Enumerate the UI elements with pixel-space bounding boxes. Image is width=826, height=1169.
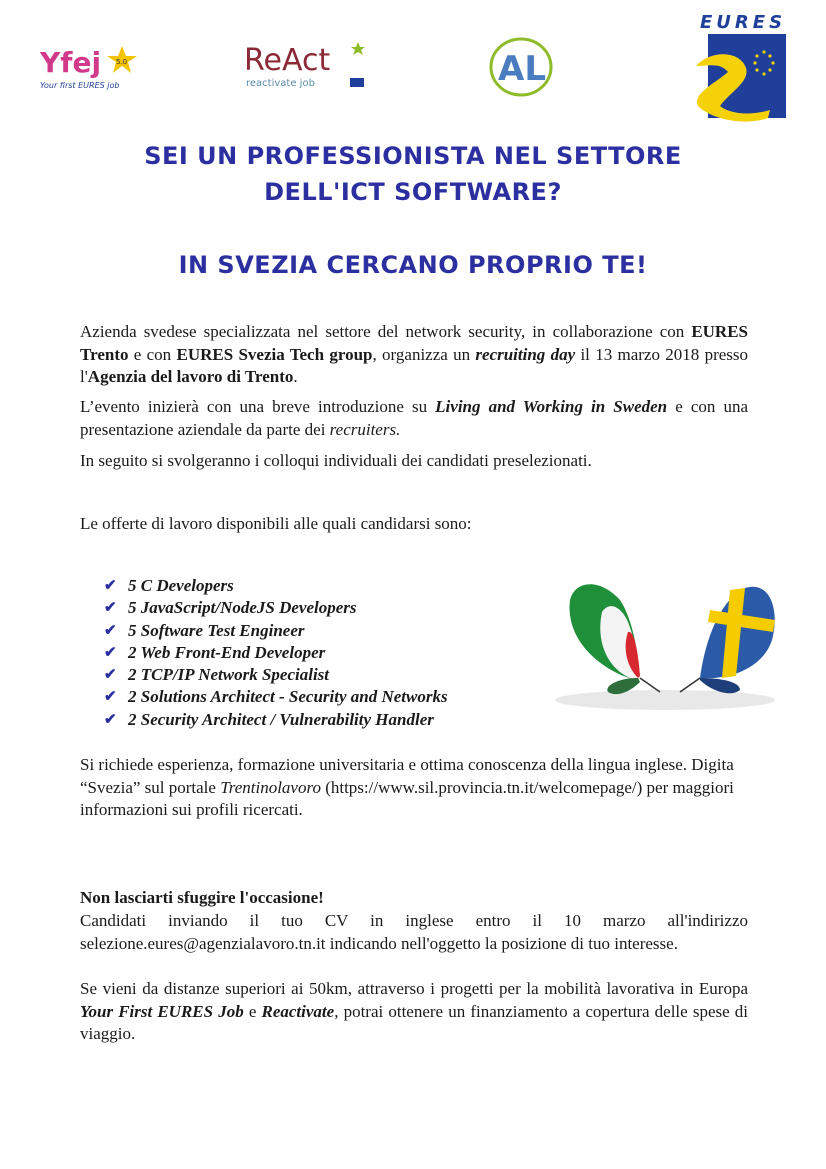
requirements-paragraph: Si richiede esperienza, formazione universitaria e ottima conoscenza della lingua inglese. Digita “Svezia” sul portale Trentinolavoro (https://www.sil.provincia.tn.it/welcomepage/) per maggiori informazioni sui profili ricercati. bbox=[80, 755, 734, 819]
check-icon: ✔ bbox=[104, 600, 117, 617]
check-icon: ✔ bbox=[104, 689, 117, 706]
job-list bbox=[104, 575, 448, 731]
apply-paragraph: Candidati inviando il tuo CV in inglese entro il 10 marzo all'indirizzo selezione.eures@agenzialavoro.tn.it indicando nell'oggetto la posizione di tuo interesse. bbox=[80, 911, 748, 953]
list-item: ✔ 2 Security Architect / Vulnerability Handler bbox=[104, 709, 448, 731]
butterfly-sweden bbox=[680, 587, 775, 694]
heading-line-2: DELL'ICT SOFTWARE? bbox=[264, 178, 562, 206]
list-item: ✔ 2 Web Front-End Developer bbox=[104, 642, 448, 664]
list-item: ✔ 5 Software Test Engineer bbox=[104, 620, 448, 642]
butterfly-italy bbox=[570, 584, 660, 694]
eures-logo bbox=[690, 10, 794, 122]
funding-paragraph: Se vieni da distanze superiori ai 50km, attraverso i progetti per la mobilità lavorativa in Europa Your First EURES Job e Reactivate, potrai ottenere un finanziamento a copertura delle spese di viaggio. bbox=[80, 979, 748, 1043]
check-icon: ✔ bbox=[104, 711, 117, 728]
closing-title: Non lasciarti sfuggire l'occasione! bbox=[80, 888, 324, 907]
list-item: ✔ 5 JavaScript/NodeJS Developers bbox=[104, 597, 448, 619]
list-item: ✔ 2 Solutions Architect - Security and Networks bbox=[104, 686, 448, 708]
butterflies-image bbox=[540, 560, 790, 720]
react-logo bbox=[242, 38, 368, 94]
svg-text:reactivate job: reactivate job bbox=[246, 78, 315, 89]
svg-text:5.0: 5.0 bbox=[116, 58, 128, 66]
yfej-logo bbox=[36, 36, 146, 96]
check-icon: ✔ bbox=[104, 644, 117, 661]
intro-paragraph: Azienda svedese specializzata nel settore del network security, in collaborazione con EURES Trento e con EURES Svezia Tech group, organizza un recruiting day il 13 marzo 2018 presso l'Agenzia del lavoro di Trento. bbox=[80, 322, 749, 386]
list-item: ✔ 5 C Developers bbox=[104, 575, 448, 597]
al-logo bbox=[484, 34, 558, 100]
offers-intro: Le offerte di lavoro disponibili alle quali candidarsi sono: bbox=[80, 514, 472, 533]
heading-line-3: IN SVEZIA CERCANO PROPRIO TE! bbox=[178, 251, 648, 279]
interviews-paragraph: In seguito si svolgeranno i colloqui individuali dei candidati preselezionati. bbox=[80, 451, 592, 470]
svg-text:Yfej: Yfej bbox=[40, 46, 102, 79]
list-item: ✔ 2 TCP/IP Network Specialist bbox=[104, 664, 448, 686]
svg-text:AL: AL bbox=[498, 49, 546, 89]
svg-text:ReAct: ReAct bbox=[244, 43, 331, 78]
heading-line-1: SEI UN PROFESSIONISTA NEL SETTORE bbox=[144, 142, 682, 170]
check-icon: ✔ bbox=[104, 667, 117, 684]
check-icon: ✔ bbox=[104, 578, 117, 594]
check-icon: ✔ bbox=[104, 622, 117, 639]
svg-text:Your first EURES job: Your first EURES job bbox=[40, 81, 120, 90]
svg-text:EURES: EURES bbox=[700, 12, 787, 33]
event-paragraph: L’evento inizierà con una breve introduzione su Living and Working in Sweden e con una presentazione aziendale da parte dei recruiters. bbox=[80, 397, 748, 439]
